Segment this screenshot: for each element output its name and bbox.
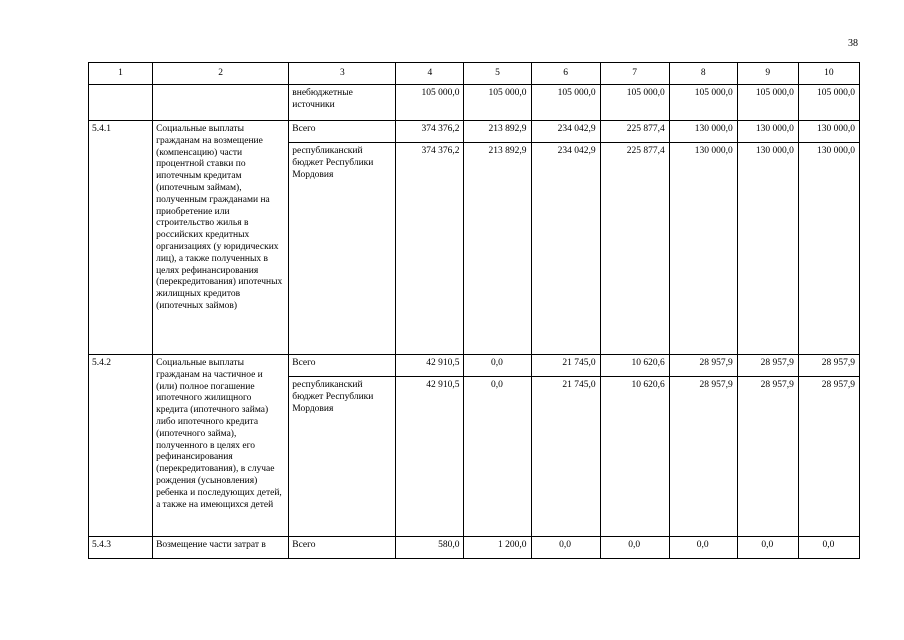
description-cell: Социальные выплаты гражданам на частичное и (или) полное погашение ипотечного жилищного кредита (ипотечного займа) либо ипотечного кредита (ипотечного займа), полученного в целях его рефинансирования (перекредитования), в случае рождения (усыновления) ребенка и последующих детей, а также на имеющихся детей	[153, 355, 289, 537]
value-cell: 21 745,0	[531, 355, 600, 377]
value-cell: 130 000,0	[669, 143, 737, 355]
value-cell: 105 000,0	[531, 85, 600, 121]
page-number: 38	[848, 38, 858, 49]
value-cell: 105 000,0	[600, 85, 669, 121]
source-cell: республиканский бюджет Республики Мордовия	[289, 143, 396, 355]
description-cell	[153, 85, 289, 121]
value-cell: 0,0	[737, 537, 798, 559]
budget-table	[88, 62, 860, 559]
value-cell: 28 957,9	[669, 355, 737, 377]
header-cell: 7	[600, 63, 669, 85]
value-cell: 374 376,2	[396, 121, 464, 143]
value-cell: 105 000,0	[798, 85, 859, 121]
value-cell: 225 877,4	[600, 121, 669, 143]
value-cell: 105 000,0	[464, 85, 531, 121]
value-cell: 0,0	[600, 537, 669, 559]
value-cell: 1 200,0	[464, 537, 531, 559]
value-cell: 130 000,0	[737, 121, 798, 143]
header-cell: 10	[798, 63, 859, 85]
header-cell: 3	[289, 63, 396, 85]
value-cell: 130 000,0	[798, 121, 859, 143]
value-cell: 130 000,0	[798, 143, 859, 355]
value-cell: 225 877,4	[600, 143, 669, 355]
table-row	[89, 537, 860, 559]
code-cell: 5.4.2	[89, 355, 153, 537]
value-cell: 105 000,0	[737, 85, 798, 121]
header-cell: 9	[737, 63, 798, 85]
header-row	[89, 63, 860, 85]
table-row	[89, 355, 860, 377]
value-cell: 105 000,0	[669, 85, 737, 121]
value-cell: 580,0	[396, 537, 464, 559]
value-cell: 130 000,0	[669, 121, 737, 143]
description-cell: Социальные выплаты гражданам на возмещение (компенсацию) части процентной ставки по ипотечным кредитам (ипотечным займам), полученным гражданами на приобретение или строительство жилья в российских кредитных организациях (у юридических лиц), а также полученных в целях рефинансирования (перекредитования) ипотечных жилищных кредитов (ипотечных займов)	[153, 121, 289, 355]
value-cell: 234 042,9	[531, 143, 600, 355]
value-cell: 28 957,9	[737, 355, 798, 377]
code-cell	[89, 85, 153, 121]
value-cell: 10 620,6	[600, 377, 669, 537]
value-cell: 0,0	[464, 355, 531, 377]
value-cell: 0,0	[531, 537, 600, 559]
value-cell: 234 042,9	[531, 121, 600, 143]
description-cell: Возмещение части затрат в	[153, 537, 289, 559]
header-cell: 4	[396, 63, 464, 85]
value-cell: 213 892,9	[464, 121, 531, 143]
source-cell: Всего	[289, 121, 396, 143]
header-cell: 6	[531, 63, 600, 85]
code-cell: 5.4.3	[89, 537, 153, 559]
value-cell: 0,0	[464, 377, 531, 537]
table-row	[89, 121, 860, 143]
value-cell: 374 376,2	[396, 143, 464, 355]
value-cell: 10 620,6	[600, 355, 669, 377]
source-cell: Всего	[289, 537, 396, 559]
value-cell: 105 000,0	[396, 85, 464, 121]
source-cell: Всего	[289, 355, 396, 377]
value-cell: 28 957,9	[798, 355, 859, 377]
value-cell: 130 000,0	[737, 143, 798, 355]
value-cell: 42 910,5	[396, 355, 464, 377]
value-cell: 213 892,9	[464, 143, 531, 355]
value-cell: 28 957,9	[737, 377, 798, 537]
header-cell: 2	[153, 63, 289, 85]
table-row	[89, 85, 860, 121]
value-cell: 21 745,0	[531, 377, 600, 537]
header-cell: 5	[464, 63, 531, 85]
value-cell: 0,0	[669, 537, 737, 559]
header-cell: 8	[669, 63, 737, 85]
value-cell: 28 957,9	[798, 377, 859, 537]
value-cell: 42 910,5	[396, 377, 464, 537]
source-cell: внебюджетные источники	[289, 85, 396, 121]
code-cell: 5.4.1	[89, 121, 153, 355]
value-cell: 0,0	[798, 537, 859, 559]
value-cell: 28 957,9	[669, 377, 737, 537]
source-cell: республиканский бюджет Республики Мордовия	[289, 377, 396, 537]
header-cell: 1	[89, 63, 153, 85]
